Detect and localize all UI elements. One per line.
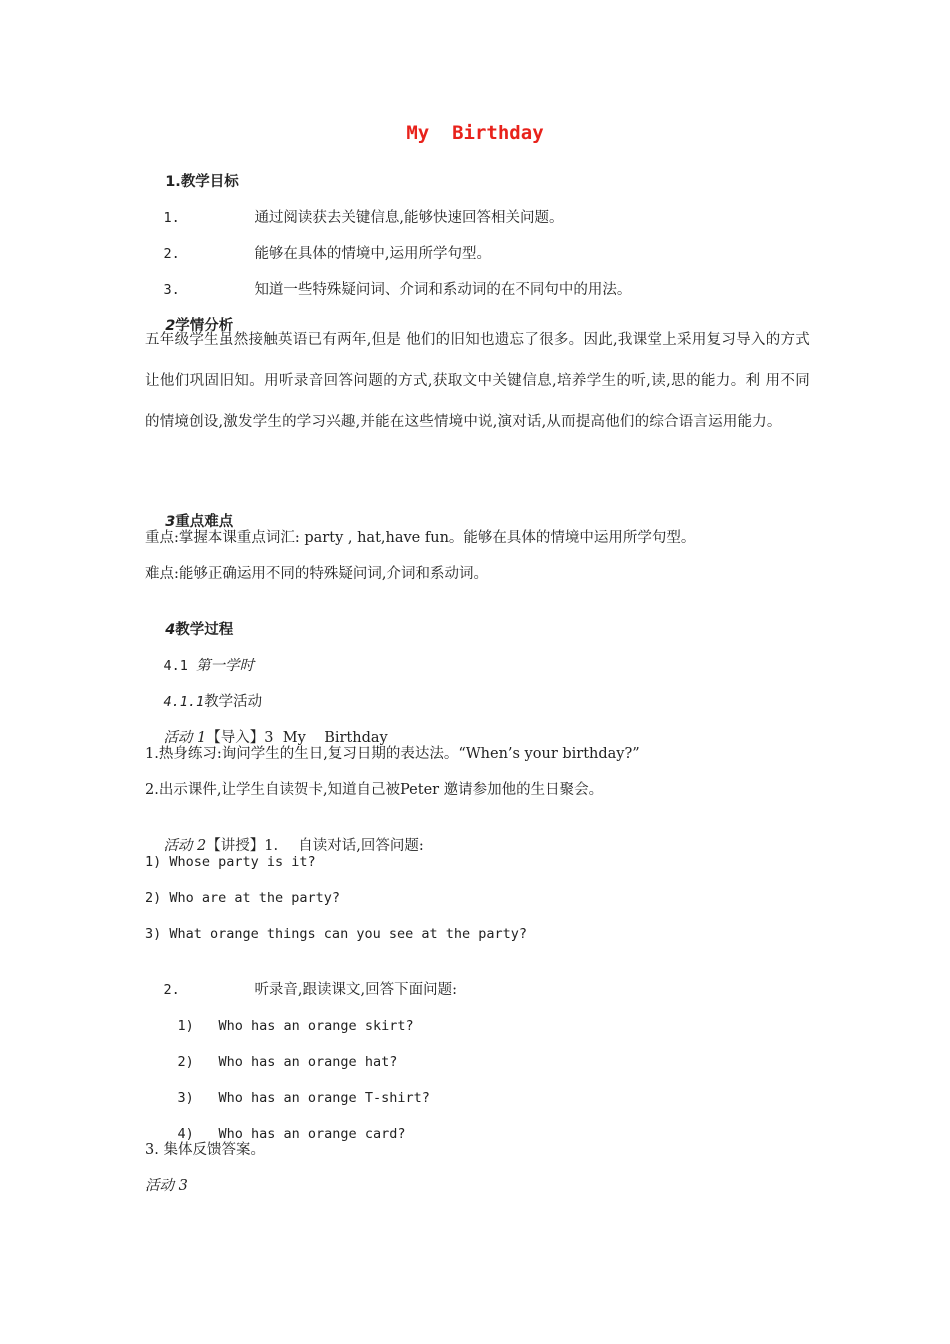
section-title: 重点难点 [175, 514, 234, 530]
activity-label: 活动 1 [163, 730, 207, 746]
question-number: 1) [177, 1018, 194, 1034]
activity-3-heading: 活动 3 [145, 1178, 188, 1194]
activity-step-3: 3. 集体反馈答案。 [145, 1142, 265, 1158]
activity-tag: 【讲授】1. [206, 838, 279, 854]
section-title: 学情分析 [175, 318, 234, 334]
lesson-title: 第一学时 [195, 658, 254, 674]
section-number: 3 [165, 514, 176, 530]
question-item: 2) Who are at the party? [145, 890, 341, 906]
question-text: Who has an orange hat? [218, 1054, 398, 1070]
activity-step: 1.热身练习:询问学生的生日,复习日期的表达法。“When’s your birthday?” [145, 746, 640, 762]
section-number: 1. [165, 174, 181, 190]
question-text: Who has an orange skirt? [218, 1018, 414, 1034]
analysis-paragraph: 五年级学生虽然接触英语已有两年,但是 他们的旧知也遗忘了很多。因此,我课堂上采用复习导入的方式让他们巩固旧知。用听录音回答问题的方式,获取文中关键信息,培养学生的听,读,思的能力。利 用不同的情境创设,激发学生的学习兴趣,并能在这些情境中说,演对话,从而提高他们的综合语言运用能力。 [145, 332, 810, 430]
lesson-number: 4.1 [163, 658, 196, 674]
section-number: 2 [165, 318, 176, 334]
question-text: Who has an orange T-shirt? [218, 1090, 430, 1106]
goal-number: 2. [163, 246, 180, 262]
goal-number: 3. [163, 282, 180, 298]
page-title: My Birthday [406, 122, 544, 144]
step-text: 听录音,跟读课文,回答下面问题: [254, 982, 458, 998]
section-title: 教学目标 [180, 174, 239, 190]
difficulties-text: 难点:能够正确运用不同的特殊疑问词,介词和系动词。 [145, 566, 488, 582]
goal-text: 能够在具体的情境中,运用所学句型。 [254, 246, 492, 262]
step-number: 2. [163, 982, 180, 998]
subsection-title: 教学活动 [204, 694, 263, 710]
key-points-text: 重点:掌握本课重点词汇: party , hat,have fun。能够在具体的情境中运用所学句型。 [145, 530, 696, 546]
activity-tag-text: 自读对话,回答问题: [298, 838, 424, 854]
goal-number: 1. [163, 210, 180, 226]
question-number: 4) [177, 1126, 194, 1142]
section-number: 4 [165, 622, 176, 638]
question-number: 3) [177, 1090, 194, 1106]
goal-text: 通过阅读获去关键信息,能够快速回答相关问题。 [254, 210, 564, 226]
activity-tag: 【导入】3 My Birthday [206, 730, 388, 746]
activity-step: 2.出示课件,让学生自读贺卡,知道自己被Peter 邀请参加他的生日聚会。 [145, 782, 604, 798]
question-text: Who has an orange card? [218, 1126, 406, 1142]
question-item: 1) Whose party is it? [145, 854, 316, 870]
activity-label: 活动 2 [163, 838, 207, 854]
question-number: 2) [177, 1054, 194, 1070]
subsection-number: 4.1.1 [163, 694, 205, 710]
section-title: 教学过程 [175, 622, 234, 638]
goal-text: 知道一些特殊疑问词、介词和系动词的在不同句中的用法。 [254, 282, 632, 298]
question-item: 3) What orange things can you see at the party? [145, 926, 528, 942]
